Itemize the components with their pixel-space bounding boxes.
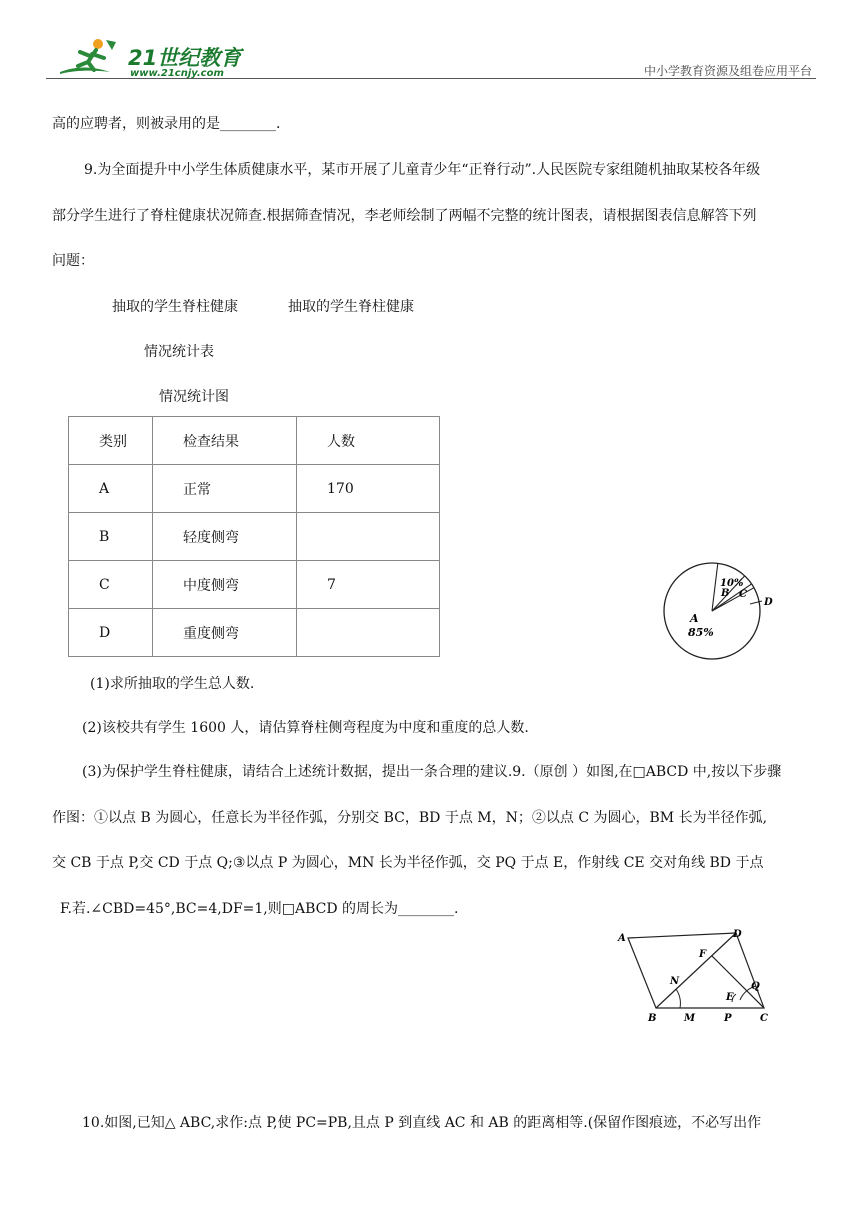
runner-icon (58, 36, 122, 82)
sub-question-2: (2)该校共有学生 1600 人，请估算脊柱侧弯程度为中度和重度的总人数. (82, 720, 529, 736)
header-cell: 人数 (297, 417, 440, 465)
header-cell: 类别 (69, 417, 153, 465)
slice-boundary-0 (712, 563, 718, 611)
label-a: A (618, 933, 626, 944)
slice-percent-a: 85% (688, 626, 714, 639)
slice-label-d: D (764, 597, 773, 608)
q9-line-1: 9.为全面提升中小学生体质健康水平，某市开展了儿童青少年“正脊行动”.人民医院专家组随机抽取某校各年级 (84, 162, 761, 178)
label-d: D (733, 929, 742, 940)
table-cell (297, 609, 440, 657)
table-cell: C (69, 561, 153, 609)
table-row (69, 465, 440, 513)
label-c: C (760, 1013, 768, 1024)
label-q: Q (751, 981, 760, 992)
q10-line-1: 10.如图,已知△ ABC,求作:点 P,使 PC=PB,且点 P 到直线 AC 和 AB 的距离相等.(保留作图痕迹，不必写出作 (82, 1115, 762, 1131)
q9-line-3: 问题： (52, 253, 94, 269)
table-row (69, 561, 440, 609)
label-f: F (699, 949, 707, 960)
label-p: P (724, 1013, 732, 1024)
slice-label-a: A (690, 612, 699, 625)
table-cell: 轻度侧弯 (153, 513, 297, 561)
logo-url: www.21cnjy.com (130, 68, 224, 79)
slice-percent-b: 10% (720, 578, 744, 589)
logo (58, 36, 248, 82)
table-header-row (69, 417, 440, 465)
platform-name: 中小学教育资源及组卷应用平台 (643, 64, 812, 78)
table-cell: D (69, 609, 153, 657)
header-rule (46, 78, 816, 79)
geo-line-3: 交 CB 于点 P,交 CD 于点 Q;③以点 P 为圆心，MN 长为半径作弧，交 PQ 于点 E，作射线 CE 交对角线 BD 于点 (52, 855, 764, 871)
table-cell: 中度侧弯 (153, 561, 297, 609)
slice-d-leader (750, 601, 762, 604)
parallelogram-figure (614, 926, 784, 1026)
slice-label-c: C (739, 589, 747, 600)
diagonal-bd (656, 933, 736, 1008)
prev-question-end: 高的应聘者，则被录用的是________. (52, 116, 281, 132)
table-caption-2: 情况统计表 (144, 344, 214, 360)
table-cell: 正常 (153, 465, 297, 513)
stats-table (68, 416, 440, 657)
label-e: E (726, 992, 734, 1003)
label-b: B (648, 1013, 657, 1024)
label-m: M (684, 1013, 696, 1024)
logo-text: 21世纪教育 (128, 46, 242, 70)
q9-line-2: 部分学生进行了脊柱健康状况筛查.根据筛查情况，李老师绘制了两幅不完整的统计图表，请根据图表信息解答下列 (52, 208, 757, 224)
slice-label-b: B (721, 588, 730, 599)
table-row (69, 513, 440, 561)
chart-caption-1: 抽取的学生脊柱健康 (288, 299, 414, 315)
geo-line-4: F.若.∠CBD=45°,BC=4,DF=1,则□ABCD 的周长为________. (60, 901, 459, 917)
page-header (40, 34, 820, 84)
sub-question-1: (1)求所抽取的学生总人数. (90, 676, 255, 692)
pie-chart (650, 560, 790, 670)
arc-mn (676, 989, 680, 1008)
header-cell: 检查结果 (153, 417, 297, 465)
slice-boundary-3 (712, 588, 754, 611)
geo-line-2: 作图：①以点 B 为圆心，任意长为半径作弧，分别交 BC，BD 于点 M，N；②以点 C 为圆心，BM 长为半径作弧, (52, 810, 768, 826)
chart-caption-2: 情况统计图 (159, 389, 229, 405)
table-cell: 170 (297, 465, 440, 513)
table-row (69, 609, 440, 657)
table-cell: 重度侧弯 (153, 609, 297, 657)
table-cell: B (69, 513, 153, 561)
table-caption-1: 抽取的学生脊柱健康 (112, 299, 238, 315)
table-cell: 7 (297, 561, 440, 609)
sub-question-3: (3)为保护学生脊柱健康，请结合上述统计数据，提出一条合理的建议.9.（原创 ）如图,在□ABCD 中,按以下步骤 (82, 764, 782, 780)
table-cell (297, 513, 440, 561)
table-cell: A (69, 465, 153, 513)
label-n: N (670, 976, 680, 987)
